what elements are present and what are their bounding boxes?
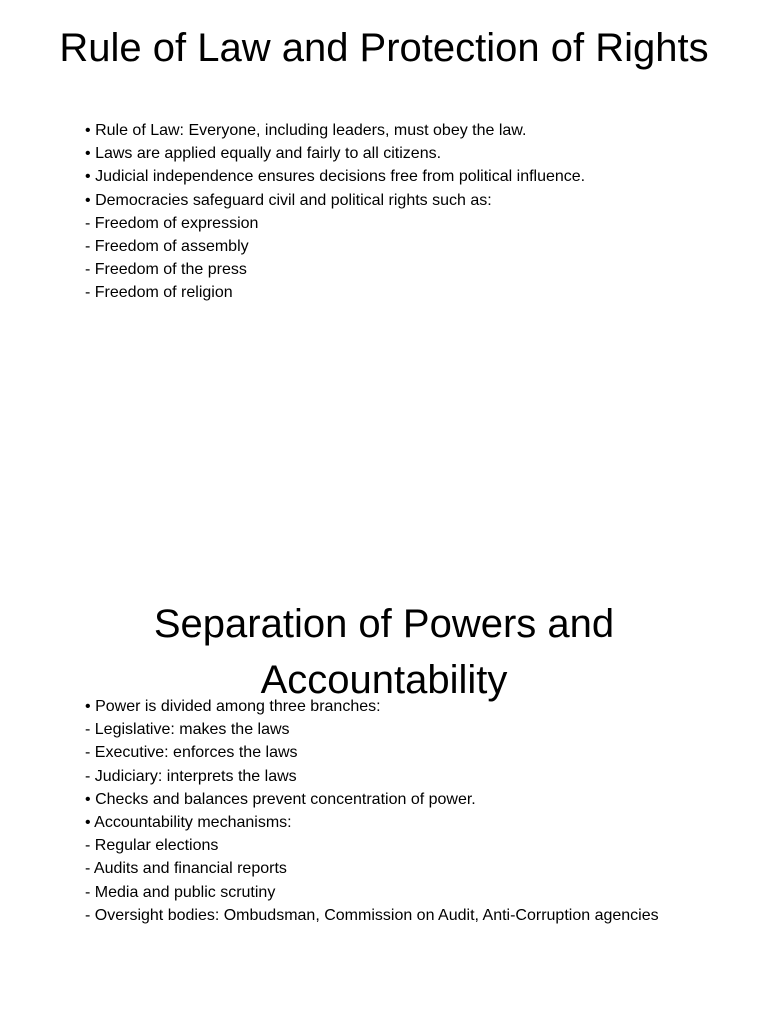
item-text: Rule of Law: Everyone, including leaders, must obey the law. (95, 122, 527, 139)
bullet-dot: • (85, 814, 91, 832)
bullet-dot: • (85, 191, 91, 209)
dash-marker: - (85, 860, 91, 878)
bullet-dot: • (85, 122, 91, 139)
sub-bullet-item (85, 834, 685, 857)
item-text: Democracies safeguard civil and political rights such as: (95, 191, 492, 209)
item-text: Oversight bodies: Ombudsman, Commission on Audit, Anti-Corruption agencies (94, 906, 659, 924)
sub-bullet-item (85, 281, 685, 304)
bullet-dot: • (85, 145, 91, 163)
item-text: Accountability mechanisms: (94, 814, 292, 832)
item-text: Power is divided among three branches: (95, 698, 381, 715)
bullet-item (85, 788, 685, 811)
sub-bullet-item (85, 857, 685, 880)
bullet-dot: • (85, 168, 91, 186)
bullet-list (85, 119, 685, 305)
bullet-list (85, 695, 685, 927)
item-text: Judiciary: interprets the laws (94, 767, 297, 785)
sub-bullet-item (85, 718, 685, 741)
item-text: Regular elections (94, 837, 219, 855)
bullet-item (85, 119, 685, 142)
item-text: Freedom of assembly (94, 238, 249, 256)
dash-marker: - (85, 744, 91, 762)
item-text: Checks and balances prevent concentration of power. (95, 790, 476, 808)
item-text: Freedom of expression (94, 214, 259, 232)
sub-bullet-item (85, 904, 685, 927)
dash-marker: - (85, 284, 91, 302)
sub-bullet-item (85, 765, 685, 788)
item-text: Freedom of the press (94, 261, 247, 279)
sub-bullet-item (85, 881, 685, 904)
sub-bullet-item (85, 235, 685, 258)
dash-marker: - (85, 721, 91, 739)
bullet-item (85, 189, 685, 212)
dash-marker: - (85, 261, 91, 279)
dash-marker: - (85, 238, 91, 256)
item-text: Legislative: makes the laws (94, 721, 290, 739)
dash-marker: - (85, 214, 91, 232)
bullet-dot: • (85, 698, 91, 715)
sub-bullet-item (85, 258, 685, 281)
item-text: Audits and financial reports (93, 860, 287, 878)
bullet-item (85, 142, 685, 165)
bullet-item (85, 811, 685, 834)
dash-marker: - (85, 767, 91, 785)
item-text: Media and public scrutiny (94, 883, 276, 901)
sub-bullet-item (85, 741, 685, 764)
item-text: Executive: enforces the laws (94, 744, 298, 762)
item-text: Laws are applied equally and fairly to all citizens. (95, 145, 442, 163)
bullet-dot: • (85, 790, 91, 808)
bullet-item (85, 165, 685, 188)
item-text: Judicial independence ensures decisions free from political influence. (95, 168, 586, 186)
item-text: Freedom of religion (94, 284, 233, 302)
slide-title: Separation of Powers and Accountability (153, 602, 615, 702)
bullet-item (85, 695, 685, 718)
dash-marker: - (85, 883, 91, 901)
slide-title: Rule of Law and Protection of Rights (59, 26, 709, 70)
dash-marker: - (85, 837, 91, 855)
dash-marker: - (85, 906, 91, 924)
sub-bullet-item (85, 212, 685, 235)
